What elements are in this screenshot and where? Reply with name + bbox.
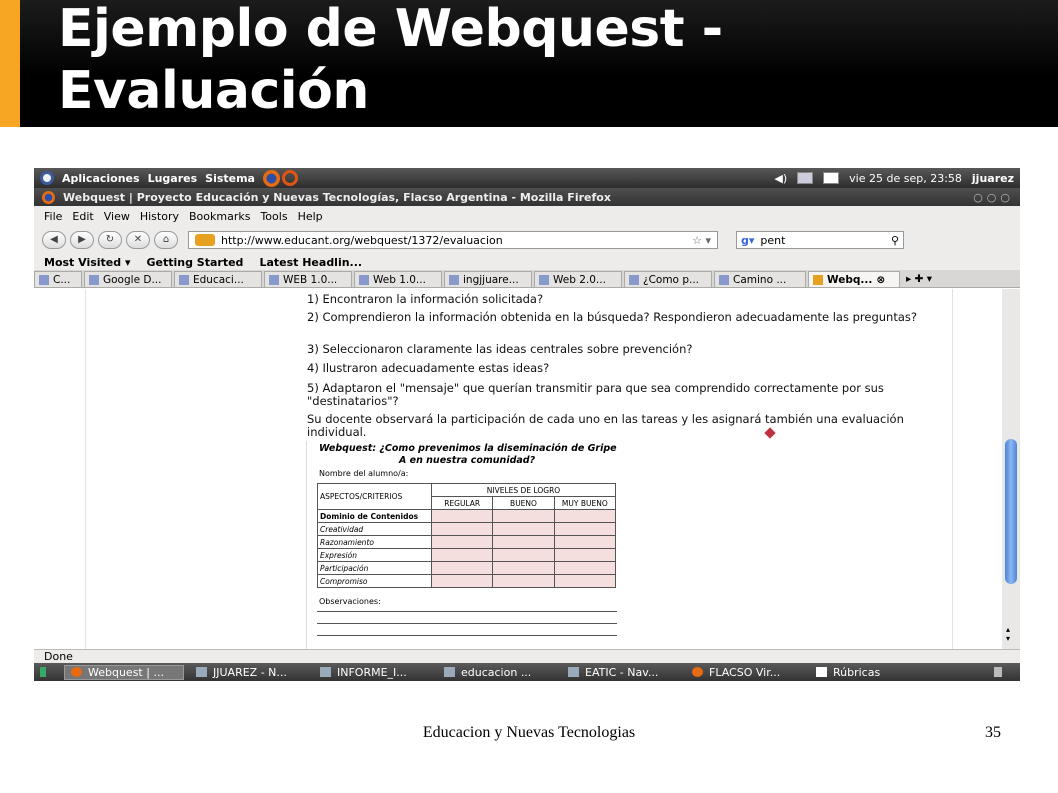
criterion-2: 2) Comprendieron la información obtenida en la búsqueda? Respondieron adecuadamente las preguntas?	[307, 310, 917, 324]
levels-header: NIVELES DE LOGRO	[432, 484, 616, 497]
tab[interactable]: Google D...	[84, 271, 172, 287]
tab[interactable]: Educaci...	[174, 271, 262, 287]
browser-screenshot	[34, 168, 1020, 681]
taskbar	[34, 663, 1020, 681]
footer-text: Educacion y Nuevas Tecnologias	[422, 724, 636, 741]
rubric-table	[317, 483, 616, 588]
tab-scroll-controls[interactable]: ▸ ✚ ▾	[902, 271, 948, 287]
table-row: Compromiso	[318, 575, 616, 588]
tab-bar	[34, 270, 1020, 288]
slide-title: Ejemplo de Webquest - Evaluación	[58, 0, 723, 121]
table-row: Participación	[318, 562, 616, 575]
sheet-subheading: A en nuestra comunidad?	[399, 455, 536, 466]
tab-icon	[39, 275, 49, 285]
taskbar-item[interactable]: FLACSO Vir...	[686, 665, 804, 680]
close-tab-icon[interactable]: ⊗	[876, 273, 886, 286]
menu-tools[interactable]: Tools	[260, 209, 288, 223]
taskbar-item[interactable]: JJUAREZ - N...	[190, 665, 308, 680]
menu-file[interactable]: File	[44, 209, 63, 223]
show-desktop-button[interactable]	[34, 665, 58, 680]
search-icon[interactable]: ⚲	[890, 233, 899, 247]
student-name-label: Nombre del alumno/a:	[319, 469, 409, 478]
help-launcher-icon[interactable]	[282, 170, 298, 186]
back-button[interactable]: ◀	[42, 231, 66, 249]
bookmarks-toolbar	[34, 254, 1020, 270]
menu-lugares[interactable]: Lugares	[147, 171, 198, 185]
mail-icon[interactable]	[823, 172, 839, 184]
tab-icon	[359, 275, 369, 285]
network-icon[interactable]	[797, 172, 813, 184]
home-button[interactable]: ⌂	[154, 231, 178, 249]
menu-view[interactable]: View	[103, 209, 130, 223]
window-title: Webquest | Proyecto Educación y Nuevas Tecnologías, Flacso Argentina - Mozilla Firefox	[63, 190, 611, 204]
page-number: 35	[985, 724, 1001, 741]
navigation-toolbar	[34, 226, 1020, 254]
reload-button[interactable]: ↻	[98, 231, 122, 249]
bookmark-most-visited[interactable]: Most Visited ▾	[44, 255, 131, 269]
taskbar-item[interactable]: INFORME_I...	[314, 665, 432, 680]
level-regular: REGULAR	[432, 497, 493, 510]
tab[interactable]: ¿Como p...	[624, 271, 712, 287]
ubuntu-icon	[40, 171, 54, 185]
table-row: Expresión	[318, 549, 616, 562]
tab-active[interactable]: Webq... ⊗	[808, 271, 900, 287]
criteria-header: ASPECTOS/CRITERIOS	[318, 484, 432, 510]
gnome-top-panel	[34, 168, 1020, 188]
clock[interactable]: vie 25 de sep, 23:58	[849, 171, 962, 185]
left-margin	[34, 289, 86, 649]
tab-icon	[89, 275, 99, 285]
vertical-scrollbar[interactable]	[1002, 289, 1020, 649]
menu-aplicaciones[interactable]: Aplicaciones	[62, 171, 140, 185]
forward-button[interactable]: ▶	[70, 231, 94, 249]
menubar	[34, 206, 1020, 226]
firefox-icon	[42, 191, 55, 204]
google-icon[interactable]: g▾	[741, 233, 755, 247]
observations-label: Observaciones:	[319, 597, 381, 606]
user-menu[interactable]: jjuarez	[971, 171, 1014, 185]
criterion-4: 4) Ilustraron adecuadamente estas ideas?	[307, 361, 550, 375]
tab[interactable]: Camino ...	[714, 271, 806, 287]
tab[interactable]: WEB 1.0...	[264, 271, 352, 287]
url-text: http://www.educant.org/webquest/1372/evaluacion	[221, 233, 503, 247]
volume-icon[interactable]: ◀)	[774, 171, 788, 185]
grading-sheet-image	[306, 441, 632, 649]
menu-sistema[interactable]: Sistema	[205, 171, 255, 185]
taskbar-item[interactable]: educacion ...	[438, 665, 556, 680]
tab-icon	[269, 275, 279, 285]
bookmark-latest-headlines[interactable]: Latest Headlin...	[259, 255, 363, 269]
criterion-5: 5) Adaptaron el "mensaje" que querían transmitir para que sea comprendido correctamente por sus "destinatarios"?	[307, 381, 884, 408]
tab[interactable]: C...	[34, 271, 82, 287]
status-bar: Done	[34, 649, 1020, 663]
tab-icon	[629, 275, 639, 285]
observation-line	[317, 623, 617, 624]
site-identity-icon[interactable]	[195, 234, 215, 246]
taskbar-item[interactable]: Rúbricas	[810, 665, 928, 680]
tab[interactable]: ingjjuare...	[444, 271, 532, 287]
menu-bookmarks[interactable]: Bookmarks	[188, 209, 251, 223]
table-row: Dominio de Contenidos	[318, 510, 616, 523]
taskbar-item[interactable]: Webquest | ...	[64, 665, 184, 680]
stop-button[interactable]: ✕	[126, 231, 150, 249]
individual-evaluation-text: Su docente observará la participación de cada uno en las tareas y les asignará también una evaluación individual.	[307, 412, 904, 439]
accent-bar	[0, 0, 20, 127]
search-input[interactable]: pent	[760, 233, 786, 247]
scrollbar-thumb[interactable]	[1005, 439, 1017, 584]
level-muy-bueno: MUY BUENO	[554, 497, 615, 510]
tab[interactable]: Web 1.0...	[354, 271, 442, 287]
tab-icon	[449, 275, 459, 285]
table-row: Razonamiento	[318, 536, 616, 549]
tab-icon	[719, 275, 729, 285]
observation-line	[317, 635, 617, 636]
criterion-1: 1) Encontraron la información solicitada?	[307, 292, 544, 306]
menu-help[interactable]: Help	[297, 209, 323, 223]
firefox-launcher-icon[interactable]	[263, 170, 280, 187]
observation-line	[317, 611, 617, 612]
right-margin	[952, 289, 1002, 649]
tab-icon	[539, 275, 549, 285]
page-content	[34, 289, 1020, 649]
taskbar-item[interactable]: EATIC - Nav...	[562, 665, 680, 680]
search-bar[interactable]	[736, 231, 904, 249]
menu-history[interactable]: History	[139, 209, 179, 223]
bookmark-getting-started[interactable]: Getting Started	[146, 255, 244, 269]
bookmark-star-icon[interactable]: ☆ ▾	[692, 233, 711, 247]
menu-edit[interactable]: Edit	[72, 209, 94, 223]
tab-icon	[179, 275, 189, 285]
criterion-3: 3) Seleccionaron claramente las ideas centrales sobre prevención?	[307, 342, 693, 356]
trash-icon[interactable]	[988, 665, 1014, 680]
url-bar[interactable]	[188, 231, 718, 249]
window-controls[interactable]: ○○○	[973, 190, 1014, 204]
window-titlebar	[34, 188, 1020, 206]
level-bueno: BUENO	[493, 497, 554, 510]
tab[interactable]: Web 2.0...	[534, 271, 622, 287]
sheet-heading: Webquest: ¿Como prevenimos la diseminación de Gripe	[319, 443, 617, 454]
table-row: Creatividad	[318, 523, 616, 536]
tab-icon	[813, 275, 823, 285]
scroll-arrows[interactable]: ▴ ▾	[1006, 625, 1011, 643]
